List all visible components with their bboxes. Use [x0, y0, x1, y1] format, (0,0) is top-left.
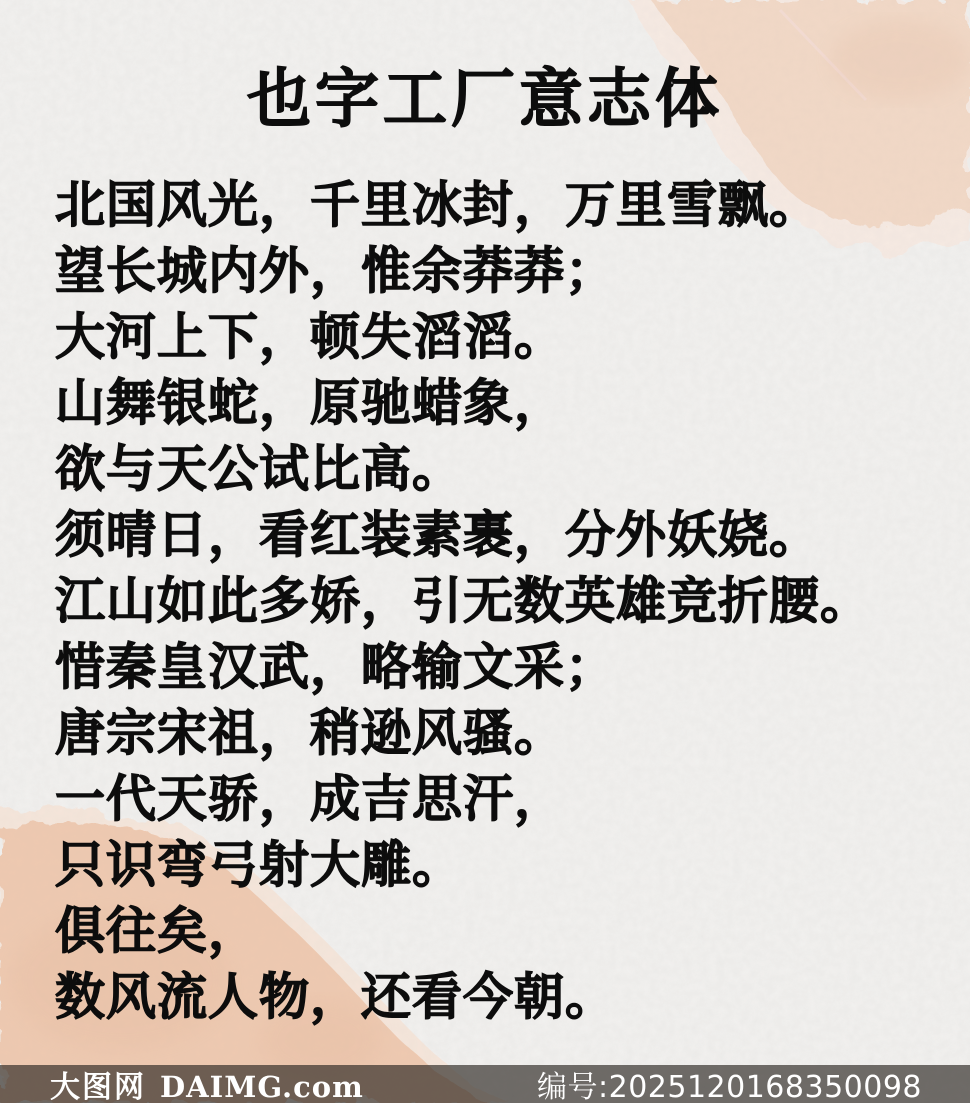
site-domain: DAIMG.com — [160, 1070, 364, 1103]
watermark-bar — [0, 1065, 970, 1103]
poem-line: 须晴日，看红装素裹，分外妖娆。 — [55, 506, 820, 564]
poem-line: 望长城内外，惟余莽莽； — [55, 242, 616, 300]
poem-line: 北国风光，千里冰封，万里雪飘。 — [55, 176, 820, 234]
poem-text — [55, 168, 970, 1026]
poem-line: 俱往矣， — [55, 902, 259, 960]
site-watermark — [50, 1062, 364, 1103]
poem-line: 一代天骄，成吉思汗， — [55, 770, 565, 828]
poem-line: 大河上下，顿失滔滔。 — [55, 308, 565, 366]
poem-line: 只识弯弓射大雕。 — [55, 836, 463, 894]
poem-line: 惜秦皇汉武，略输文采； — [55, 638, 616, 696]
poem-line: 唐宗宋祖，稍逊风骚。 — [55, 704, 565, 762]
poem-line: 江山如此多娇，引无数英雄竞折腰。 — [55, 572, 871, 630]
site-name: 大图网 — [50, 1070, 146, 1103]
poem-line: 数风流人物，还看今朝。 — [55, 968, 616, 1026]
page-title: 也字工厂意志体 — [247, 63, 723, 137]
serial-number: 编号:2025120168350098 — [537, 1070, 922, 1103]
poem-line: 欲与天公试比高。 — [55, 440, 463, 498]
poem-line: 山舞银蛇，原驰蜡象， — [55, 374, 565, 432]
